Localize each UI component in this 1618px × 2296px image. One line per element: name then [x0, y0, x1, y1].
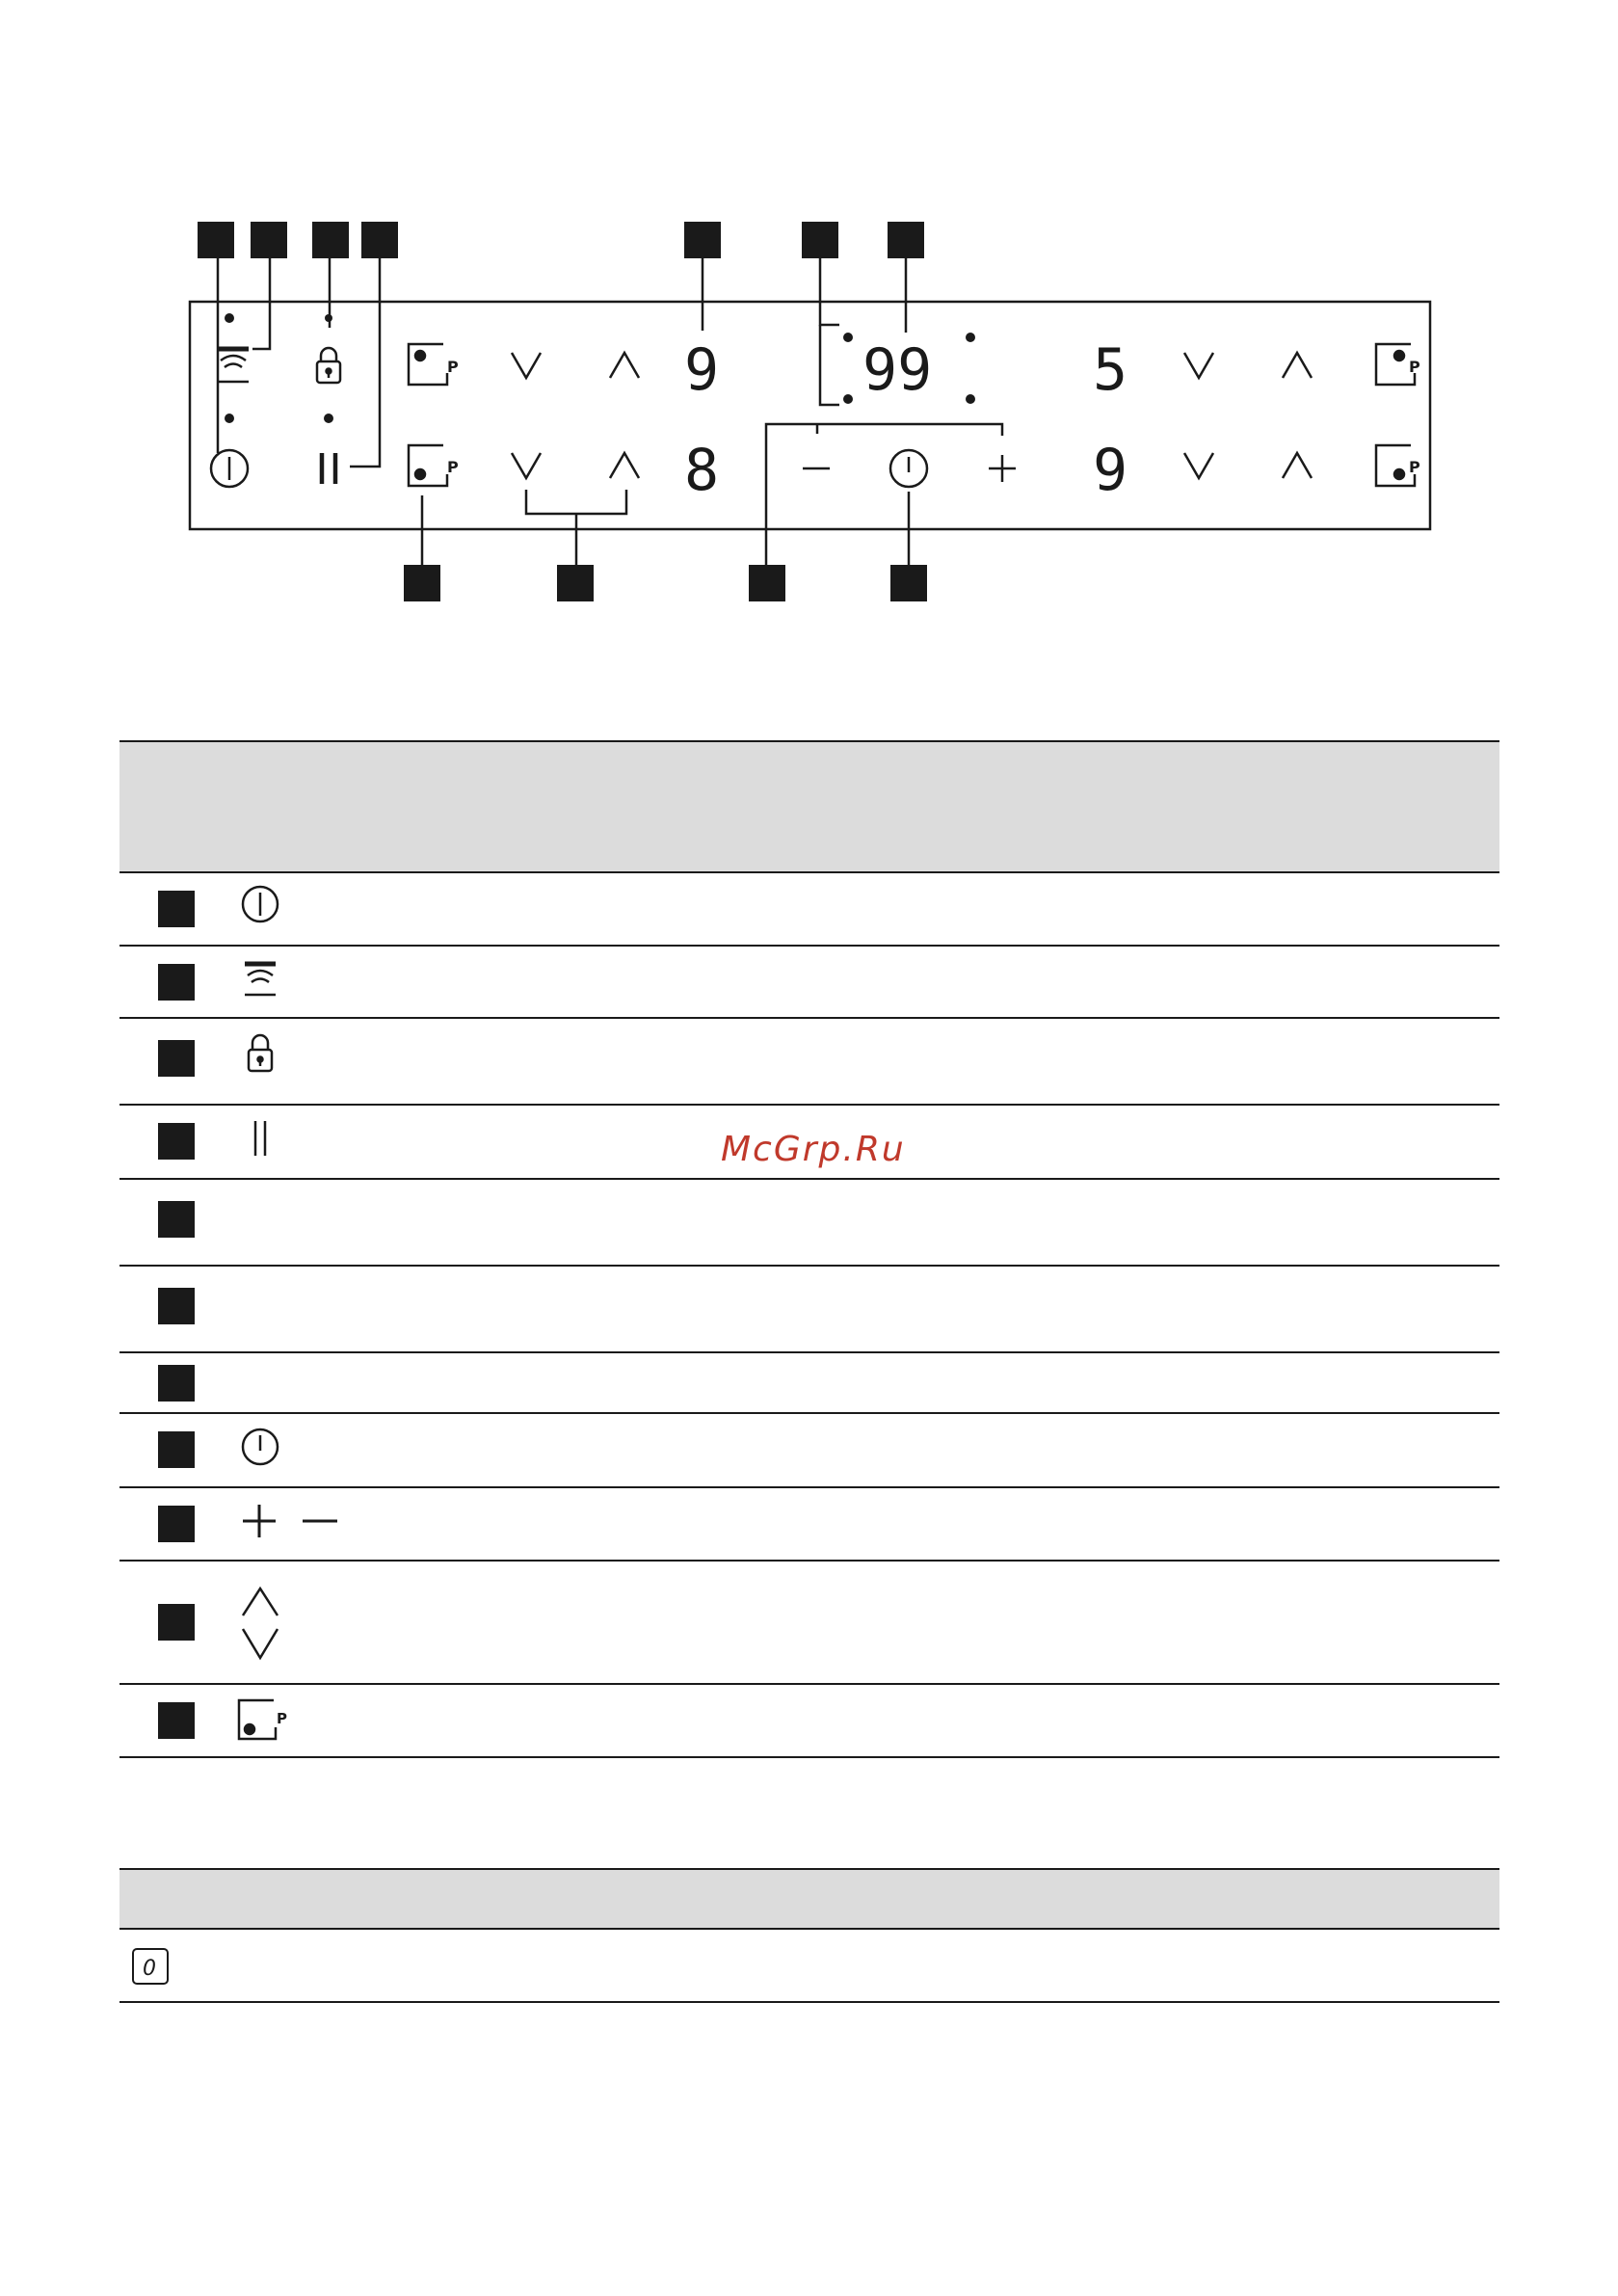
- row-number-1: [158, 891, 195, 927]
- function-table: [119, 740, 1499, 1758]
- bridge-icon-bottom-left: [409, 445, 447, 486]
- row-number-10: [158, 1604, 195, 1641]
- on-off-icon: [211, 450, 248, 487]
- watermark: McGrp.Ru: [721, 1130, 906, 1169]
- table-row: [119, 1351, 1499, 1412]
- lock-icon: [235, 1028, 293, 1077]
- plus-icon: [989, 455, 1016, 482]
- lock-icon: [317, 348, 340, 383]
- table-row: [119, 945, 1499, 1017]
- chevron-down-icon: [512, 353, 541, 378]
- display-timer: 99: [862, 336, 933, 404]
- pause-icon: [235, 1117, 293, 1160]
- display-top-left: 9: [684, 336, 720, 404]
- table-row: [119, 1104, 1499, 1178]
- table-header: [119, 740, 1499, 871]
- svg-text:P: P: [1409, 458, 1420, 476]
- bridge-icon-top-left: [409, 344, 447, 385]
- hob2hood-icon: [235, 958, 293, 1001]
- table-bottom-rule: [119, 2001, 1499, 2003]
- plus-minus-icon: [235, 1500, 351, 1542]
- chevron-down-icon: [512, 453, 541, 478]
- row-number-3: [158, 1040, 195, 1077]
- callout-3: [312, 222, 349, 258]
- svg-text:P: P: [1409, 358, 1420, 376]
- callout-9: [749, 565, 785, 601]
- row-number-5: [158, 1201, 195, 1238]
- chevron-up-icon: [610, 453, 639, 478]
- svg-text:P: P: [277, 1710, 287, 1727]
- row-number-7: [158, 1365, 195, 1402]
- control-panel-diagram: [0, 0, 1618, 675]
- table-row: [119, 871, 1499, 945]
- callout-10: [557, 565, 594, 601]
- chevron-up-icon: [1283, 453, 1312, 478]
- table-row: [119, 1265, 1499, 1351]
- panel-frame: [190, 302, 1430, 529]
- callout-1: [198, 222, 234, 258]
- svg-text:0: 0: [143, 1957, 156, 1981]
- callout-6: [802, 222, 838, 258]
- timer-icon: [890, 450, 927, 487]
- chevron-up-icon: [610, 353, 639, 378]
- svg-text:P: P: [447, 358, 459, 376]
- table-bottom-rule: [119, 1756, 1499, 1758]
- pause-icon: [322, 453, 335, 484]
- callout-11: [404, 565, 440, 601]
- chevron-down-icon: [1184, 453, 1213, 478]
- row-number-8: [158, 1431, 195, 1468]
- table-row: [119, 1412, 1499, 1486]
- table-row: [119, 1683, 1499, 1756]
- table-header: [119, 1868, 1499, 1928]
- table-row: [119, 1017, 1499, 1104]
- row-number-9: [158, 1506, 195, 1542]
- svg-text:P: P: [447, 458, 459, 476]
- display-bottom-right: 9: [1093, 437, 1128, 504]
- row-number-4: [158, 1123, 195, 1160]
- chevron-down-icon: [1184, 353, 1213, 378]
- bridge-icon: [235, 1696, 303, 1743]
- table-row: [119, 1928, 1499, 2001]
- callout-7: [888, 222, 924, 258]
- callout-5: [684, 222, 721, 258]
- display-top-right: 5: [1093, 336, 1128, 404]
- timer-icon: [235, 1426, 293, 1468]
- row-number-11: [158, 1702, 195, 1739]
- callout-4: [361, 222, 398, 258]
- hob2hood-icon: [218, 349, 249, 382]
- display-symbol-icon: [131, 1947, 173, 1989]
- row-number-2: [158, 964, 195, 1001]
- chevron-up-down-icon: [235, 1575, 293, 1671]
- row-number-6: [158, 1288, 195, 1324]
- table-row: [119, 1560, 1499, 1683]
- table-row: [119, 1486, 1499, 1560]
- callout-2: [251, 222, 287, 258]
- on-off-icon: [235, 885, 293, 927]
- display-table: [119, 1868, 1499, 2003]
- chevron-up-icon: [1283, 353, 1312, 378]
- callout-8: [890, 565, 927, 601]
- table-row: [119, 1178, 1499, 1265]
- display-bottom-left: 8: [684, 437, 720, 504]
